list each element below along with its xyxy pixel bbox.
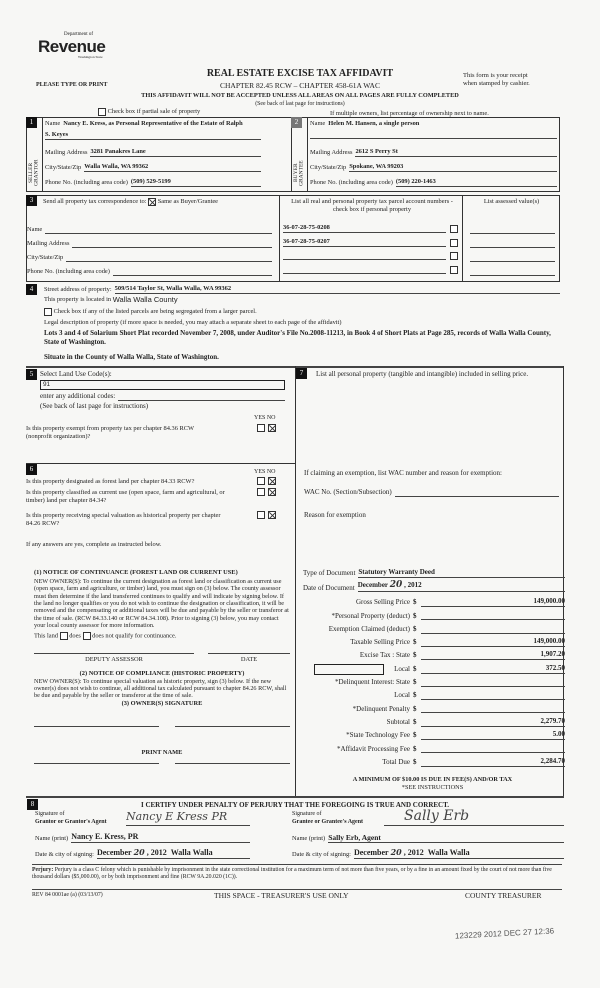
partial-sale-row bbox=[98, 108, 200, 116]
grantor-signature[interactable]: Nancy E Kress PR bbox=[126, 810, 250, 826]
current-use-question: Is this property classified as current use (open space, farm and agricultural, or timber) land per chapter 84.34? bbox=[26, 489, 225, 504]
exempt-no-checkbox[interactable] bbox=[268, 424, 276, 432]
parcel-number-field[interactable]: 36-07-28-75-0207 bbox=[283, 238, 446, 247]
notices-column bbox=[34, 569, 290, 764]
date-city-label: Date & city of signing: bbox=[35, 851, 94, 858]
fee-row bbox=[300, 701, 565, 713]
segregated-checkbox[interactable] bbox=[44, 308, 52, 316]
does-not-label: does not qualify for continuance. bbox=[92, 632, 177, 640]
parcel-row bbox=[283, 252, 458, 260]
sign-year: , 2012 bbox=[403, 848, 424, 857]
historic-question: Is this property receiving special valuation as historical property per chapter 84.26 RCW? bbox=[26, 512, 221, 527]
fee-row bbox=[300, 648, 565, 660]
owner-signature-title: (3) OWNER(S) SIGNATURE bbox=[121, 699, 203, 707]
date-line[interactable] bbox=[208, 653, 290, 654]
notice-compliance-text: NEW OWNER(S): To continue special valuation as historic property, sign (3) below. If the new owner(s) does not wish to continue, all additional tax calculated pursuant to chapter 84.26 RCW, shall be due and payable by the seller or transferor at the time of sale. bbox=[34, 677, 287, 700]
does-qualify-checkbox[interactable] bbox=[60, 632, 68, 640]
buyer-name-line2[interactable] bbox=[310, 131, 557, 139]
fee-label: *Delinquent Interest: State bbox=[334, 678, 410, 687]
fee-row bbox=[300, 608, 565, 620]
date-city-label: Date & city of signing: bbox=[292, 851, 351, 858]
fee-value[interactable] bbox=[421, 712, 565, 713]
parcel-number-field[interactable] bbox=[283, 252, 446, 260]
send-correspondence-label: Send all property tax correspondence to: bbox=[43, 198, 147, 205]
dollar-sign: $ bbox=[413, 678, 417, 687]
fee-value[interactable]: 1,907.20 bbox=[421, 650, 565, 660]
buyer-phone-field[interactable]: (509) 220-1463 bbox=[396, 178, 557, 187]
current-use-no-checkbox[interactable] bbox=[268, 488, 276, 496]
if-yes-note: If any answers are yes, complete as instructed below. bbox=[26, 541, 162, 548]
this-land-label: This land bbox=[34, 632, 58, 640]
perjury-notice bbox=[32, 864, 562, 881]
partial-sale-checkbox[interactable] bbox=[98, 108, 106, 116]
section-number: 6 bbox=[26, 464, 37, 475]
cashier-stamp: 123229 2012 DEC 27 12:36 bbox=[454, 926, 555, 941]
historic-no-checkbox[interactable] bbox=[268, 511, 276, 519]
fee-row bbox=[300, 715, 565, 727]
located-label: This property is located in bbox=[44, 296, 112, 304]
name-print-label: Name (print) bbox=[292, 835, 326, 843]
personal-property-checkbox[interactable] bbox=[450, 239, 458, 247]
land-use-code-field[interactable]: 91 bbox=[40, 380, 285, 390]
divider bbox=[32, 889, 562, 890]
fee-value[interactable]: 149,000.00 bbox=[421, 637, 565, 647]
print-name-label: PRINT NAME bbox=[141, 748, 183, 756]
dollar-sign: $ bbox=[413, 611, 417, 620]
fee-label: *State Technology Fee bbox=[346, 731, 410, 740]
assessed-header: List assessed value(s) bbox=[483, 198, 540, 205]
see-back: (See back of last page for instructions) bbox=[255, 101, 345, 107]
reason-label: Reason for exemption bbox=[304, 511, 366, 519]
additional-codes-field[interactable] bbox=[118, 393, 285, 401]
fee-value[interactable] bbox=[421, 752, 565, 753]
corr-address-label: Mailing Address bbox=[27, 240, 70, 247]
sign-day: 20 bbox=[133, 847, 145, 857]
historic-yes-checkbox[interactable] bbox=[257, 511, 265, 519]
forest-no-checkbox[interactable] bbox=[268, 477, 276, 485]
section-5 bbox=[26, 368, 296, 464]
fee-value[interactable] bbox=[421, 619, 565, 620]
section-number: 5 bbox=[26, 369, 37, 380]
doc-type-label: Type of Document bbox=[303, 569, 356, 577]
fee-row bbox=[300, 741, 565, 753]
situate-text: Situate in the County of Walla Walla, State of Washington. bbox=[44, 353, 219, 361]
dollar-sign: $ bbox=[413, 691, 417, 700]
corr-name-field[interactable] bbox=[45, 226, 272, 234]
deputy-assessor-label: DEPUTY ASSESSOR bbox=[85, 655, 143, 663]
form-subtitle: CHAPTER 82.45 RCW – CHAPTER 458-61A WAC bbox=[220, 81, 380, 90]
parcel-header: List all real and personal property tax parcel account numbers - check box if personal property bbox=[291, 198, 453, 213]
section-number: 8 bbox=[27, 799, 38, 810]
doc-date-month: December bbox=[357, 581, 389, 589]
seller-city-field[interactable]: Walla Walla, WA 99362 bbox=[84, 163, 261, 172]
fee-value[interactable] bbox=[421, 633, 565, 634]
no-header: NO bbox=[266, 415, 276, 421]
does-label: does bbox=[69, 632, 81, 640]
doc-date-day: 20 bbox=[389, 580, 403, 590]
assessed-value-field[interactable] bbox=[470, 226, 555, 234]
corr-name-label: Name bbox=[27, 226, 43, 233]
section-number: 1 bbox=[26, 117, 37, 128]
seller-address-field[interactable]: 3281 Panakres Lane bbox=[90, 148, 261, 157]
buyer-side-label: BUYER GRANTEE bbox=[293, 160, 305, 186]
treasurer-use-label: THIS SPACE - TREASURER'S USE ONLY bbox=[214, 891, 349, 900]
grantor-agent-label: Grantor or Grantor's Agent bbox=[35, 818, 107, 825]
doc-date-label: Date of Document bbox=[303, 583, 355, 592]
sig-of-label: Signature of bbox=[35, 811, 65, 817]
perjury-label: Perjury: bbox=[32, 867, 54, 873]
corr-phone-label: Phone No. (including area code) bbox=[27, 268, 110, 275]
yes-header: YES bbox=[254, 469, 266, 475]
doc-date-field[interactable] bbox=[358, 580, 565, 592]
dollar-sign: $ bbox=[413, 664, 417, 673]
fee-label: Subtotal bbox=[386, 717, 410, 726]
grantee-agent-label: Grantee or Grantee's Agent bbox=[292, 818, 364, 825]
seller-city-label: City/State/Zip bbox=[45, 164, 82, 171]
personal-property-checkbox[interactable] bbox=[450, 225, 458, 233]
personal-property-label: List all personal property (tangible and intangible) included in selling price. bbox=[316, 370, 529, 378]
buyer-phone-label: Phone No. (including area code) bbox=[310, 179, 393, 186]
county-treasurer-label: COUNTY TREASURER bbox=[465, 891, 542, 900]
no-header: NO bbox=[266, 469, 276, 475]
fee-label: *Delinquent Penalty bbox=[352, 704, 410, 713]
seller-box bbox=[26, 117, 292, 192]
personal-property-checkbox[interactable] bbox=[450, 252, 458, 260]
date-label: DATE bbox=[240, 655, 258, 663]
print-name-lines bbox=[34, 763, 290, 764]
buyer-name-field[interactable]: Helen M. Hansen, a single person bbox=[328, 120, 420, 127]
exemption-label: If claiming an exemption, list WAC number and reason for exemption: bbox=[304, 469, 502, 477]
legal-description[interactable]: Lots 3 and 4 of Solarium Short Plat recorded November 7, 2008, under Auditor's File No.2008-11213, in Book 4 of Short Plats at Page 285, records of Walla Walla County, State of Washington. bbox=[44, 329, 551, 346]
buyer-address-label: Mailing Address bbox=[310, 149, 353, 156]
assessed-value-field[interactable] bbox=[470, 240, 555, 248]
section-3 bbox=[26, 195, 560, 282]
fee-row bbox=[300, 622, 565, 634]
assessor-labels bbox=[34, 656, 290, 664]
fee-row bbox=[300, 595, 565, 607]
see-instructions-note: *SEE INSTRUCTIONS bbox=[401, 784, 464, 791]
doc-type-field[interactable]: Statutory Warranty Deed bbox=[358, 568, 565, 578]
grantee-name-field[interactable]: Sally Erb, Agent bbox=[328, 833, 564, 843]
fee-label: Exemption Claimed (deduct) bbox=[328, 624, 410, 633]
section-number: 7 bbox=[296, 368, 307, 379]
receipt-line1: This form is your receipt bbox=[463, 72, 528, 79]
fee-label: Local bbox=[394, 664, 410, 673]
fee-label: Local bbox=[394, 691, 410, 700]
dollar-sign: $ bbox=[413, 598, 417, 607]
forest-yes-checkbox[interactable] bbox=[257, 477, 265, 485]
sign-month: December bbox=[353, 848, 389, 857]
dollar-sign: $ bbox=[413, 744, 417, 753]
seller-side-label: SELLER GRANTOR bbox=[28, 159, 40, 187]
fee-label: *Personal Property (deduct) bbox=[331, 611, 410, 620]
corr-phone-field[interactable] bbox=[113, 268, 272, 276]
dollar-sign: $ bbox=[413, 731, 417, 740]
fee-label: Gross Selling Price bbox=[355, 598, 410, 607]
perjury-text: Perjury is a class C felony which is punishable by imprisonment in the state correctional institution for a maximum term of not more than five years, or by a fine in an amount fixed by the court of not more than five thousand dollars ($5,000.00), or by both imprisonment and fine (RCW 9A.20.020 (1C)). bbox=[32, 867, 552, 881]
buyer-city-field[interactable]: Spokane, WA 99203 bbox=[349, 163, 557, 172]
fee-value[interactable]: 5.00 bbox=[421, 730, 565, 740]
form-title: REAL ESTATE EXCISE TAX AFFIDAVIT bbox=[206, 68, 394, 79]
parcel-row bbox=[283, 238, 458, 247]
fee-row bbox=[300, 635, 565, 647]
land-use-label: Select Land Use Code(s): bbox=[40, 370, 112, 378]
fee-row bbox=[300, 728, 565, 740]
fee-value[interactable]: 2,279.70 bbox=[421, 717, 565, 727]
local-rate-box[interactable] bbox=[314, 664, 384, 675]
dollar-sign: $ bbox=[413, 651, 417, 660]
sign-city: Walla Walla bbox=[427, 848, 470, 857]
section-number: 4 bbox=[26, 284, 37, 295]
sign-year: , 2012 bbox=[146, 848, 167, 857]
section-number: 2 bbox=[291, 117, 302, 128]
dollar-sign: $ bbox=[413, 704, 417, 713]
form-revision: REV 84 0001ae (a) (03/13/07) bbox=[32, 892, 103, 898]
grantee-date-city-field[interactable] bbox=[354, 847, 564, 859]
logo-name: Revenue bbox=[38, 37, 106, 57]
fee-label: *Affidavit Processing Fee bbox=[337, 744, 410, 753]
same-as-buyer-checkbox[interactable] bbox=[148, 198, 156, 206]
seller-address-label: Mailing Address bbox=[45, 149, 88, 156]
fee-value[interactable]: 149,000.00 bbox=[421, 597, 565, 607]
name-print-label: Name (print) bbox=[35, 835, 69, 842]
deputy-assessor-line[interactable] bbox=[34, 653, 194, 654]
owner-signature-line-2[interactable] bbox=[175, 726, 290, 727]
partial-sale-label: Check box if partial sale of property bbox=[107, 108, 201, 115]
county-field[interactable]: Walla Walla County bbox=[112, 295, 178, 304]
fee-row bbox=[300, 755, 565, 767]
fee-value[interactable] bbox=[421, 699, 565, 700]
notice-continuance-text: NEW OWNER(S): To continue the current designation as forest land or classification as current use (open space, farm and agriculture, or timber) land, you must sign on (3) below. The county assessor must then determine if the land transferred continues to qualify and will indicate by signing below. If the land no longer qualifies or you do not wish to continue the designation or classification, it will be removed and the compensating or additional taxes will be due and payable by the seller or transferor at the time of sale. (RCW 84.33.140 or RCW 84.34.108). Prior to signing (3) below, you may contact your local county assessor for more information. bbox=[34, 578, 289, 629]
seller-name-line2[interactable]: S. Keyes bbox=[45, 131, 261, 140]
dollar-sign: $ bbox=[413, 717, 417, 726]
legal-description-label: Legal description of property (if more space is needed, you may attach a separate sheet to each page of the affidavit) bbox=[44, 319, 342, 326]
current-use-yes-checkbox[interactable] bbox=[257, 488, 265, 496]
logo-state: Washington State bbox=[78, 55, 103, 60]
buyer-address-field[interactable]: 2612 S Perry St bbox=[355, 148, 557, 157]
seller-phone-label: Phone No. (including area code) bbox=[45, 179, 128, 186]
grantor-date-city-field[interactable] bbox=[97, 847, 250, 859]
exempt-yes-checkbox[interactable] bbox=[257, 424, 265, 432]
receipt-line2: when stamped by cashier. bbox=[463, 80, 530, 88]
parcel-number-field[interactable] bbox=[283, 266, 446, 274]
buyer-city-label: City/State/Zip bbox=[310, 164, 347, 171]
notice-compliance-title: (2) NOTICE OF COMPLIANCE (HISTORIC PROPERTY) bbox=[79, 669, 245, 677]
certify-statement: I CERTIFY UNDER PENALTY OF PERJURY THAT THE FOREGOING IS TRUE AND CORRECT. bbox=[140, 801, 449, 809]
dollar-sign: $ bbox=[413, 757, 417, 766]
street-field[interactable]: 509/514 Taylor St, Walla Walla, WA 99362 bbox=[115, 285, 560, 294]
sig-of-label: Signature of bbox=[292, 811, 322, 817]
same-as-buyer-label: Same as Buyer/Grantee bbox=[157, 198, 219, 205]
owner-signature-line-1[interactable] bbox=[34, 726, 159, 727]
assessor-lines bbox=[34, 653, 290, 654]
sign-city: Walla Walla bbox=[170, 848, 213, 857]
print-name-line-1[interactable] bbox=[34, 763, 159, 764]
minimum-due-note: A MINIMUM OF $10.00 IS DUE IN FEE(S) AND/OR TAX bbox=[352, 776, 513, 783]
corr-city-field[interactable] bbox=[66, 254, 272, 262]
warning: THIS AFFIDAVIT WILL NOT BE ACCEPTED UNLESS ALL AREAS ON ALL PAGES ARE FULLY COMPLETED bbox=[141, 92, 459, 99]
segregated-label: Check box if any of the listed parcels are being segregated from a larger parcel. bbox=[53, 308, 257, 315]
forest-land-question: Is this property designated as forest land per chapter 84.33 RCW? bbox=[26, 478, 195, 485]
does-not-qualify-checkbox[interactable] bbox=[83, 632, 91, 640]
parcel-row bbox=[283, 266, 458, 274]
fee-label: Taxable Selling Price bbox=[350, 638, 410, 647]
please-type: PLEASE TYPE OR PRINT bbox=[36, 82, 108, 88]
parcel-number-field[interactable]: 36-07-28-75-0208 bbox=[283, 224, 446, 233]
fee-value[interactable]: 2,284.70 bbox=[421, 757, 565, 767]
fee-label: Total Due bbox=[382, 757, 410, 766]
buyer-box bbox=[291, 117, 560, 192]
wac-field[interactable] bbox=[395, 489, 559, 497]
divider bbox=[26, 796, 564, 798]
exempt-question: Is this property exempt from property tax per chapter 84.36 RCW (nonprofit organization)? bbox=[26, 425, 194, 440]
assessed-value-field[interactable] bbox=[470, 254, 555, 262]
owner-signature-lines bbox=[34, 726, 290, 727]
corr-city-label: City/State/Zip bbox=[27, 254, 64, 261]
personal-property-checkbox[interactable] bbox=[450, 266, 458, 274]
print-name-line-2[interactable] bbox=[175, 763, 290, 764]
yes-header: YES bbox=[254, 415, 266, 421]
fee-row bbox=[300, 688, 565, 700]
assessed-value-field[interactable] bbox=[470, 268, 555, 276]
doc-date-year: , 2012 bbox=[404, 581, 422, 589]
grantee-signature[interactable]: Sally Erb bbox=[384, 808, 564, 826]
receipt-note bbox=[463, 72, 530, 88]
sign-day: 20 bbox=[390, 847, 402, 857]
this-land-row bbox=[34, 632, 290, 640]
logo-dept: Department of bbox=[64, 32, 94, 37]
wac-label: WAC No. (Section/Subsection) bbox=[304, 488, 392, 496]
fee-label: Excise Tax : State bbox=[359, 651, 410, 660]
buyer-name-label: Name bbox=[310, 120, 326, 127]
seller-name-field[interactable]: Nancy E. Kress, as Personal Representative of the Estate of Ralph bbox=[63, 120, 243, 127]
multiple-owners-note: If multiple owners, list percentage of ownership next to name. bbox=[330, 110, 489, 117]
dollar-sign: $ bbox=[413, 624, 417, 633]
corr-address-field[interactable] bbox=[72, 240, 272, 248]
seller-name-label: Name bbox=[45, 120, 61, 127]
fee-row bbox=[300, 675, 565, 687]
grantor-name-field[interactable]: Nancy E. Kress, PR bbox=[71, 832, 250, 843]
notice-continuance-title: (1) NOTICE OF CONTINUANCE (FOREST LAND OR CURRENT USE) bbox=[34, 569, 238, 576]
street-label: Street address of property: bbox=[44, 286, 112, 294]
sign-month: December bbox=[96, 848, 132, 857]
dollar-sign: $ bbox=[413, 638, 417, 647]
fee-value[interactable] bbox=[421, 686, 565, 687]
fee-value[interactable]: 372.50 bbox=[421, 664, 565, 674]
parcel-row bbox=[283, 224, 458, 233]
see-back-note: (See back of last page for instructions) bbox=[40, 402, 149, 410]
section-number: 3 bbox=[26, 195, 37, 206]
additional-codes-label: enter any additional codes: bbox=[40, 392, 116, 400]
dor-logo bbox=[38, 32, 118, 60]
seller-phone-field[interactable]: (509) 529-5199 bbox=[131, 178, 261, 187]
